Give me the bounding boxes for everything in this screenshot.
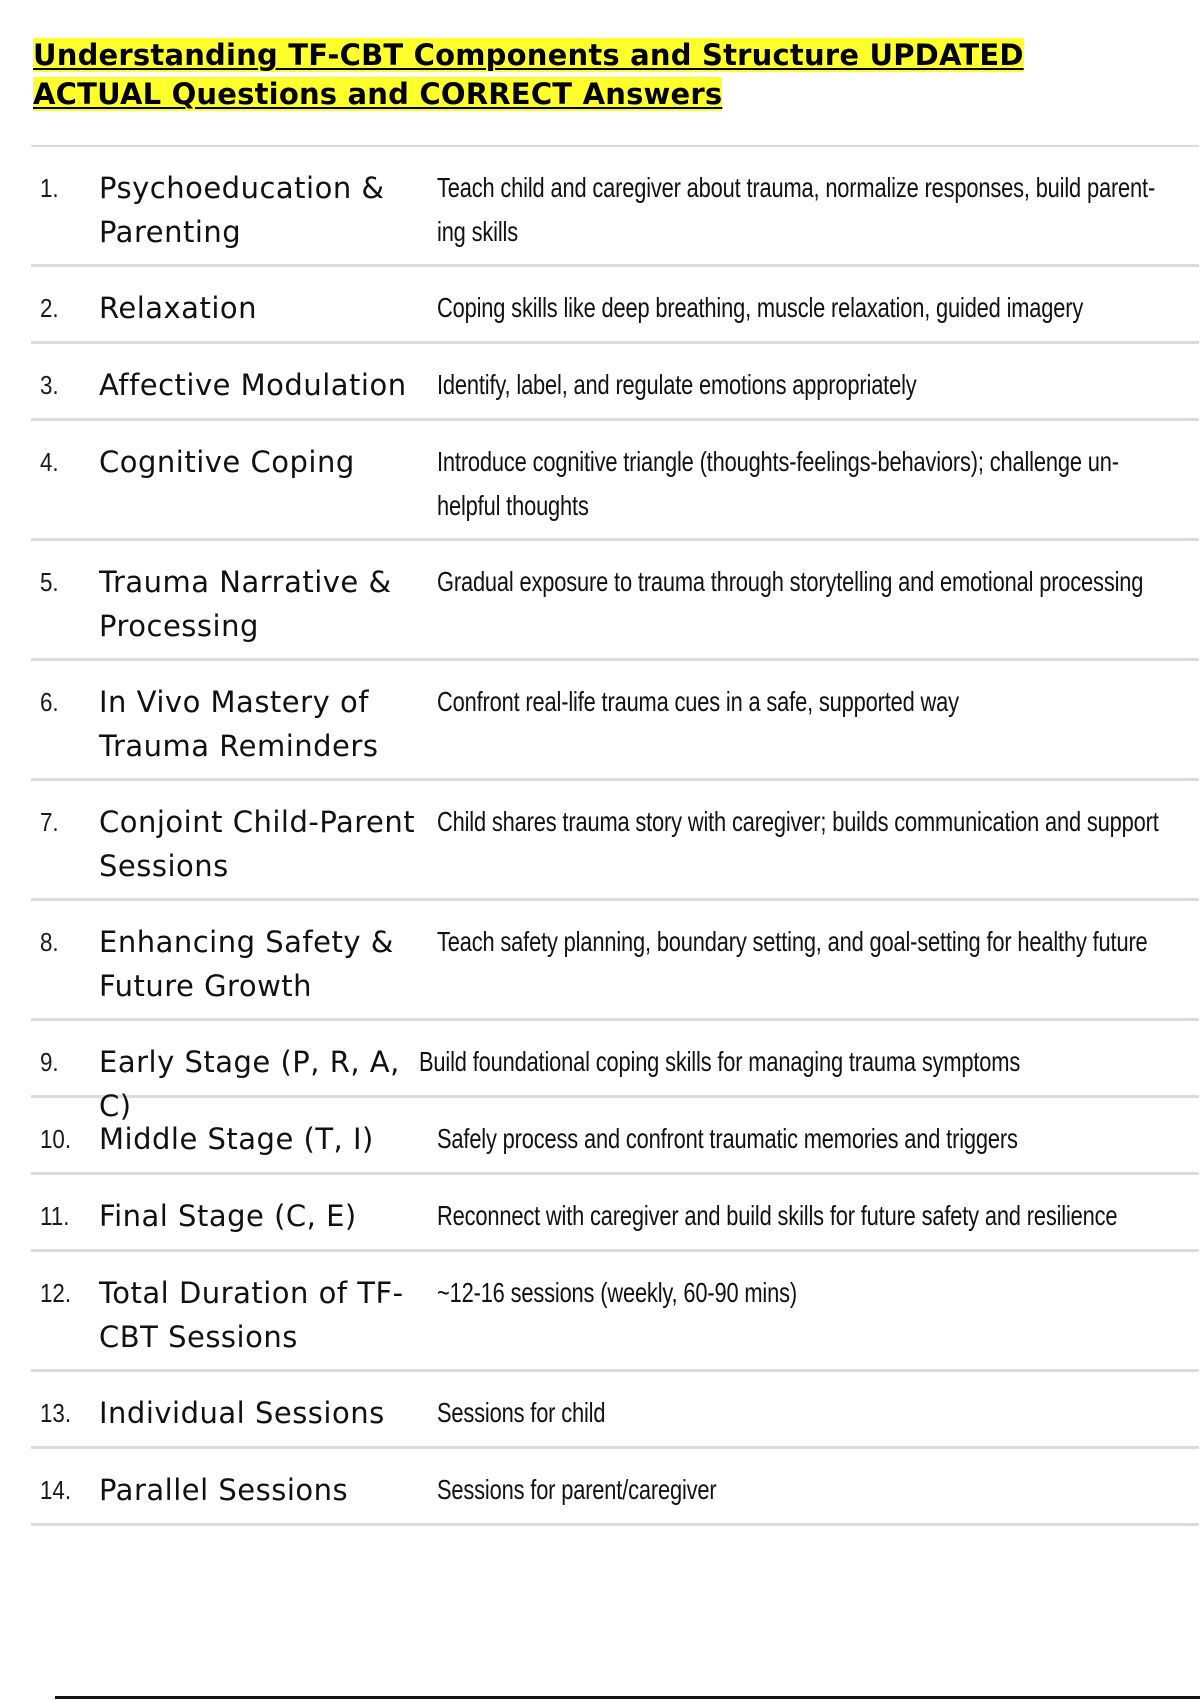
qa-row [31, 147, 1199, 267]
question-term: Individual Sessions [99, 1396, 385, 1430]
qa-list [31, 145, 1199, 1526]
answer-definition [437, 363, 1200, 407]
answer-line: Sessions for child [437, 1397, 606, 1428]
qa-row [31, 344, 1199, 421]
answer-definition [437, 1391, 1200, 1435]
question-number: 13. [40, 1398, 72, 1428]
question-number: 5. [40, 567, 59, 597]
answer-line: Teach safety planning, boundary setting, and goal-setting for healthy future [437, 926, 1148, 957]
qa-row [31, 1021, 1199, 1123]
question-number: 10. [40, 1124, 72, 1154]
answer-definition [437, 166, 1200, 254]
footer-rule [55, 1696, 1200, 1699]
answer-line: Sessions for parent/caregiver [437, 1474, 717, 1505]
answer-line: Teach child and caregiver about trauma, normalize responses, build parent- [437, 172, 1156, 203]
question-term: Enhancing Safety & Future Growth [99, 925, 394, 1003]
question-term: Middle Stage (T, I) [99, 1122, 374, 1156]
answer-line: helpful thoughts [437, 490, 589, 521]
question-term: Psychoeducation & Parenting [99, 171, 385, 249]
qa-row [31, 1252, 1199, 1372]
question-term: Affective Modulation [99, 368, 407, 402]
answer-line: Safely process and confront traumatic memories and triggers [437, 1123, 1018, 1154]
answer-line: Coping skills like deep breathing, muscle relaxation, guided imagery [437, 292, 1084, 323]
answer-line: ing skills [437, 216, 518, 247]
answer-line: ~12-16 sessions (weekly, 60-90 mins) [437, 1277, 797, 1308]
answer-definition [437, 1468, 1200, 1512]
qa-row [31, 661, 1199, 781]
qa-row [31, 1098, 1199, 1175]
question-number: 11. [40, 1201, 70, 1231]
question-number: 8. [40, 927, 59, 957]
answer-line: Build foundational coping skills for managing trauma symptoms [419, 1046, 1021, 1077]
answer-definition [437, 1117, 1200, 1161]
qa-row [31, 901, 1199, 1021]
question-number: 4. [40, 447, 59, 477]
qa-row [31, 541, 1199, 661]
answer-definition [437, 680, 1200, 724]
question-term: In Vivo Mastery of Trauma Reminders [99, 685, 379, 763]
answer-line: Child shares trauma story with caregiver; builds communication and support [437, 806, 1159, 837]
document-title [33, 36, 1133, 114]
answer-line: Introduce cognitive triangle (thoughts-feelings-behaviors); challenge un- [437, 446, 1119, 477]
qa-row [31, 781, 1199, 901]
question-number: 14. [40, 1475, 72, 1505]
document-title-text: Understanding TF-CBT Components and Structure UPDATED ACTUAL Questions and CORRECT Answers [33, 38, 1024, 111]
question-term: Total Duration of TF-CBT Sessions [99, 1276, 404, 1354]
qa-row [31, 1372, 1199, 1449]
question-term: Conjoint Child-Parent Sessions [99, 805, 416, 883]
answer-definition [437, 560, 1200, 604]
question-term: Final Stage (C, E) [99, 1199, 357, 1233]
answer-definition [419, 1040, 1200, 1084]
question-number: 2. [40, 293, 59, 323]
answer-line: Identify, label, and regulate emotions appropriately [437, 369, 917, 400]
qa-row [31, 421, 1199, 541]
answer-definition [437, 800, 1200, 844]
question-term: Cognitive Coping [99, 445, 355, 479]
question-term: Parallel Sessions [99, 1473, 349, 1507]
question-number: 12. [40, 1278, 72, 1308]
question-number: 7. [40, 807, 59, 837]
question-number: 6. [40, 687, 59, 717]
qa-row [31, 267, 1199, 344]
question-term: Relaxation [99, 291, 258, 325]
answer-definition [437, 440, 1200, 528]
question-number: 1. [40, 173, 59, 203]
question-term: Early Stage (P, R, A, C) [99, 1045, 400, 1123]
answer-line: Reconnect with caregiver and build skills for future safety and resilience [437, 1200, 1118, 1231]
qa-row [31, 1449, 1199, 1526]
answer-definition [437, 1271, 1200, 1315]
qa-row [31, 1175, 1199, 1252]
question-number: 9. [40, 1047, 59, 1077]
question-number: 3. [40, 370, 59, 400]
answer-line: Gradual exposure to trauma through storytelling and emotional processing [437, 566, 1144, 597]
question-term: Trauma Narrative & Processing [99, 565, 392, 643]
answer-definition [437, 920, 1200, 964]
answer-line: Confront real-life trauma cues in a safe, supported way [437, 686, 959, 717]
answer-definition [437, 1194, 1200, 1238]
answer-definition [437, 286, 1200, 330]
